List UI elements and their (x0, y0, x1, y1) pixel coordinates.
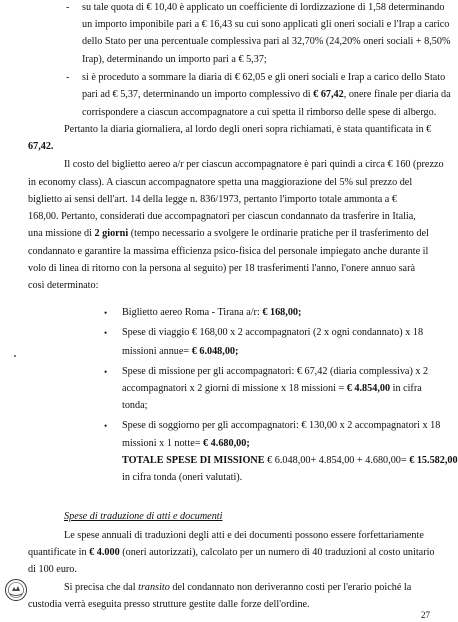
text-run: custodia verrà eseguita presso strutture gestite dalle forze dell'ordine. (28, 599, 310, 610)
bullet-icon: • (104, 328, 108, 338)
seal-stamp-icon (4, 578, 28, 602)
text-run: Spese di missione per gli accompagnatori: € 67,42 (diaria complessiva) x 2 (122, 366, 429, 377)
text-run: missioni x 1 notte= (122, 438, 204, 449)
text-run: Spese di viaggio € 168,00 x 2 accompagnatori (2 x ogni condannato) x 18 (122, 327, 424, 338)
text-line (82, 2, 444, 14)
text-line (82, 107, 436, 119)
text-run: Le spese annuali di traduzioni degli atti e dei documenti possono essere forfettariamente (64, 530, 424, 541)
text-run: quantificate in (28, 547, 90, 558)
bullet-icon: • (104, 421, 108, 431)
text-run: TOTALE SPESE DI MISSIONE (122, 455, 265, 466)
text-line (64, 582, 411, 594)
text-line (122, 420, 440, 432)
scan-speck (14, 355, 16, 357)
page-number: 27 (421, 610, 430, 620)
text-run: su tale quota di € 10,40 è applicato un coefficiente di lordizzazione di 1,58 determinando (82, 2, 445, 13)
text-line (28, 263, 415, 275)
text-line (64, 530, 424, 542)
text-line (28, 194, 397, 206)
text-line (82, 54, 267, 66)
text-run: volo di linea di ritorno con la persona al seguito) per 18 trasferimenti l'anno, l'onere annuo sarà (28, 263, 415, 274)
text-run: Si precisa che dal (64, 582, 139, 593)
text-run: € 6.048,00; (191, 346, 239, 357)
text-line (64, 511, 222, 523)
text-run: € 4.854,00 (346, 383, 391, 394)
text-run: 168,00. Pertanto, considerati due accompagnatori per ciascun condannato da trasferire in Italia, (28, 211, 416, 222)
text-run: così determinato: (28, 280, 99, 291)
text-line (28, 280, 98, 292)
text-run: di 100 euro. (28, 564, 77, 575)
text-line (82, 19, 449, 31)
text-line (28, 228, 429, 240)
dash-marker: - (66, 72, 70, 83)
text-run: € 4.000 (89, 547, 120, 558)
text-run: in economy class). A ciascun accompagnatore spetta una maggiorazione del 5% sul prezzo del (28, 177, 413, 188)
text-line (28, 177, 412, 189)
text-run: corrispondere a ciascun accompagnatore a cui spetta il rimborso delle spese di albergo. (82, 107, 437, 118)
text-line (122, 307, 301, 319)
text-run: , onere finale per diaria da (343, 89, 451, 100)
bullet-icon: • (104, 367, 108, 377)
text-run: dello Stato per una percentuale complessiva pari al 32,70% (24,20% oneri sociali + 8,50% (82, 36, 451, 47)
text-run: Spese di traduzione di atti e documenti (64, 511, 223, 522)
text-run: Spese di soggiorno per gli accompagnatori: € 130,00 x 2 accompagnatori x 18 (122, 420, 441, 431)
text-run: Irap), determinando un importo pari a € 5,37; (82, 54, 267, 65)
text-run: condannato e garantire la massima efficienza psico-fisica del personale impiegato anche durante il (28, 246, 429, 257)
text-line (122, 383, 422, 395)
text-line (82, 89, 451, 101)
text-line (122, 366, 428, 378)
text-line (64, 159, 444, 171)
text-line (28, 246, 428, 258)
text-run: si è proceduto a sommare la diaria di € 62,05 e gli oneri sociali e Irap a carico dello Stato (82, 72, 446, 83)
text-line (82, 72, 445, 84)
text-line (28, 599, 310, 611)
text-run: € 67,42 (313, 89, 344, 100)
text-run: € 168,00; (262, 307, 302, 318)
text-run: (tempo necessario a svolgere le ordinarie pratiche per il trasferimento del (128, 228, 429, 239)
text-line (122, 472, 242, 484)
text-run: in cifra tonda (oneri valutati). (122, 472, 243, 483)
text-run: Pertanto la diaria giornaliera, al lordo degli oneri sopra richiamati, è stata quantificata in € (64, 124, 432, 135)
text-line (122, 327, 423, 339)
text-line (122, 346, 238, 358)
text-run: Biglietto aereo Roma - Tirana a/r: (122, 307, 263, 318)
text-run: accompagnatori x 2 giorni di missione x 18 missioni = (122, 383, 347, 394)
text-run: 67,42. (28, 141, 54, 152)
text-run: pari ad € 5,37, determinando un importo complessivo di (82, 89, 314, 100)
text-run: missioni annue= (122, 346, 192, 357)
dash-marker: - (66, 2, 70, 13)
text-line (122, 400, 147, 412)
text-line (122, 438, 250, 450)
text-run: € 4.680,00; (203, 438, 250, 449)
text-line (28, 564, 77, 576)
text-run: del condannato non deriveranno costi per l'erario poiché la (169, 582, 412, 593)
text-run: € 6.048,00+ 4.854,00 + 4.680,00= (264, 455, 410, 466)
text-run: transito (138, 582, 170, 593)
bullet-icon: • (104, 308, 108, 318)
text-line (28, 141, 53, 153)
text-line (28, 547, 435, 559)
text-line (28, 211, 416, 223)
text-run: una missione di (28, 228, 95, 239)
text-line (122, 455, 458, 467)
text-line (64, 124, 431, 136)
text-run: tonda; (122, 400, 148, 411)
text-run: € 15.582,00 (409, 455, 458, 466)
text-run: Il costo del biglietto aereo a/r per ciascun accompagnatore è pari quindi a circa € 160 (prezzo (64, 159, 444, 170)
text-run: un importo imponibile pari a € 16,43 su cui sono applicati gli oneri sociali e l'Irap a carico (82, 19, 450, 30)
text-run: (oneri autorizzati), calcolato per un numero di 40 traduzioni al costo unitario (119, 547, 435, 558)
text-line (82, 36, 450, 48)
text-run: biglietto ai sensi dell'art. 14 della legge n. 836/1973, pertanto l'importo totale ammonta a € (28, 194, 397, 205)
text-run: 2 giorni (94, 228, 129, 239)
text-run: in cifra (390, 383, 422, 394)
